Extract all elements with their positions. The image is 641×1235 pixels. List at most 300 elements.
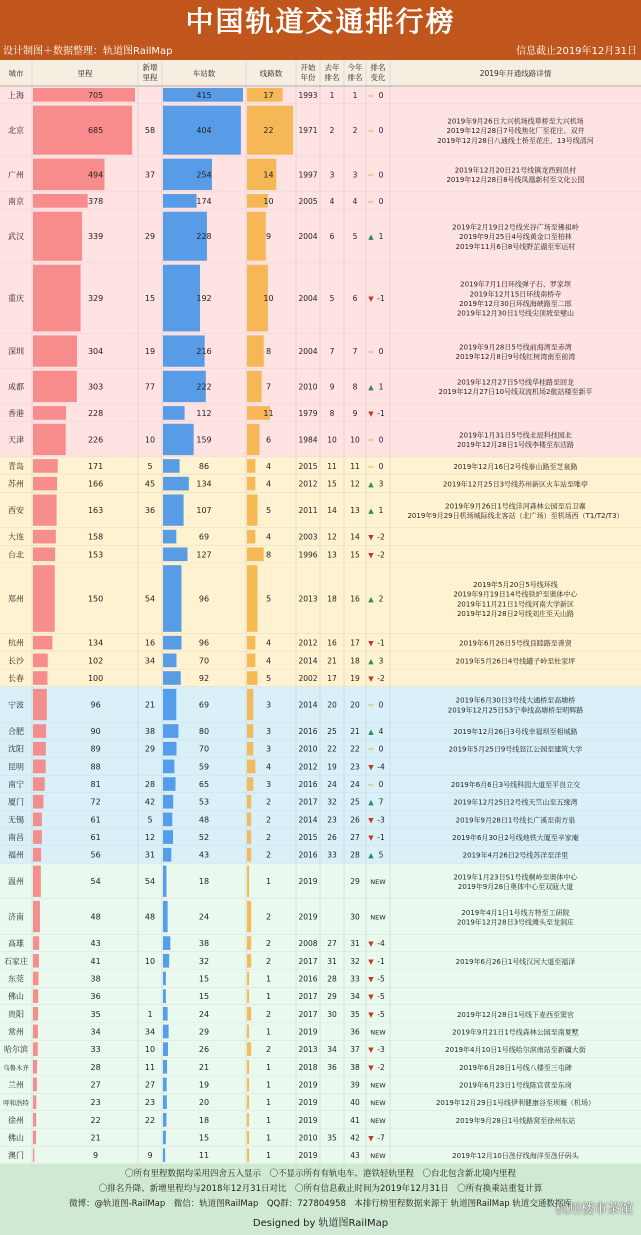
start-year-value: 2010 [298,744,318,754]
mileage-bar [33,1131,36,1145]
mileage-value: 72 [90,797,101,807]
start-year-value: 2003 [298,532,318,542]
station-value: 48 [198,815,210,825]
city-label: 青岛 [8,461,24,471]
line-bar [247,1113,249,1127]
new-mileage-value: 58 [144,126,156,136]
rank-value: 20 [350,700,360,710]
line-value: 2 [265,1009,272,1019]
rank-change-value: 1 [378,506,384,516]
station-bar [163,954,169,968]
line-bar [247,1148,249,1162]
last-rank-value: 35 [327,1133,337,1143]
line-bar [247,848,251,862]
station-value: 15 [198,974,210,984]
mileage-value: 34 [90,1027,101,1037]
footer-note-1: 〇所有里程数据均采用四舍五入显示 〇不显示所有有轨电车、港铁轻轨里程 〇台北包含新北境内里程 [124,1169,516,1179]
rank-value: 41 [350,1115,360,1125]
column-header: 里程 [142,73,158,82]
mileage-value: 22 [90,1115,101,1125]
line-value: 6 [265,435,272,445]
rank-value: 26 [350,815,360,825]
last-rank-value: 32 [327,797,337,807]
last-rank-value: 2 [329,126,335,136]
station-value: 415 [196,90,212,100]
rank-value: 15 [350,550,360,560]
rank-change-value: -5 [377,1009,385,1019]
rank-value: 35 [350,1009,360,1019]
mileage-bar [33,1095,36,1109]
city-label: 台北 [8,550,24,560]
rank-value: 16 [350,594,360,604]
column-header: 2019年开通线路详情 [479,69,552,78]
mileage-bar [33,88,135,102]
city-label: 郑州 [8,594,24,604]
line-value: 2 [265,1045,272,1055]
line-value: 4 [265,656,272,666]
rank-value: 36 [350,1027,360,1037]
line-value: 1 [265,1151,272,1161]
line-detail: 2019年9月29日机场城际线北客站（北广场）至机场西（T1/T2/T3） [407,511,624,520]
rank-change-value: 3 [378,656,384,666]
line-bar [247,654,255,668]
mileage-value: 48 [90,912,101,922]
new-mileage-value: 29 [144,744,156,754]
city-label: 宁波 [8,700,24,710]
rank-change-value: 1 [378,382,384,392]
station-value: 29 [198,1027,210,1037]
rank-change-value: NEW [370,913,386,922]
city-label: 成都 [8,382,24,392]
page-title: 中国轨道交通排行榜 [0,0,641,44]
rank-change-icon: ▼ [368,409,374,418]
rank-change-value: -1 [377,294,385,304]
station-bar [163,936,170,950]
line-bar [247,777,253,791]
line-bar [247,724,253,738]
rank-change-value: -1 [377,833,385,843]
new-mileage-value: 34 [144,1027,156,1037]
mileage-value: 54 [90,877,101,887]
city-label: 兰州 [8,1080,24,1090]
start-year-value: 2015 [298,461,318,471]
column-header: 排名 [370,63,386,72]
line-value: 2 [265,797,272,807]
rank-value: 10 [350,435,360,445]
mileage-bar [33,1042,38,1056]
rank-change-icon: ▲ [368,233,374,242]
station-value: 18 [198,1115,210,1125]
rank-change-value: -4 [377,939,385,949]
line-value: 1 [265,1133,272,1143]
start-year-value: 2016 [298,727,318,737]
line-bar [247,1042,251,1056]
mileage-bar [33,654,48,668]
line-detail: 2019年1月31日5号线北辰科技园北 [459,431,572,440]
mileage-value: 171 [87,461,104,471]
new-mileage-value: 54 [144,594,156,604]
last-rank-value: 21 [327,656,337,666]
mileage-bar [33,742,46,756]
line-value: 22 [263,126,274,136]
watermark-text: 杭州楼市茶馆 [554,1202,633,1217]
last-rank-value: 24 [327,780,337,790]
line-detail: 2019年12月10日氹仔线海洋至氹仔码头 [452,1152,579,1161]
station-value: 86 [198,461,210,471]
start-year-value: 2019 [298,1027,318,1037]
line-bar [247,477,255,491]
line-value: 10 [263,196,274,206]
line-bar [247,494,257,525]
rank-value: 39 [350,1080,360,1090]
mileage-value: 685 [87,126,104,136]
city-label: 深圳 [8,347,24,357]
station-bar [163,424,194,455]
station-value: 69 [198,532,210,542]
line-detail: 2019年12月28日7号线焦化厂至花庄、双井 [446,127,585,136]
mileage-bar [33,477,57,491]
rank-change-value: 0 [378,780,384,790]
city-label: 北京 [8,126,24,136]
rank-change-icon: ▼ [368,639,374,648]
new-mileage-value: 42 [144,797,156,807]
line-bar [247,547,264,561]
start-year-value: 2013 [298,1045,318,1055]
new-mileage-value: 34 [144,656,156,666]
mileage-bar [33,547,55,561]
rank-change-icon: ⇨ [368,436,374,445]
station-value: 96 [198,594,210,604]
new-mileage-value: 19 [144,347,156,357]
line-detail: 2019年12月27日5号线华桂路至回龙 [456,378,575,387]
station-value: 11 [198,1151,210,1161]
city-label: 石家庄 [4,956,28,966]
mileage-value: 304 [87,347,104,357]
line-detail: 2019年12月28日1号线下麦西至窦官 [456,1010,575,1019]
new-mileage-value: 11 [144,1062,156,1072]
rank-change-icon: ▼ [368,975,374,984]
line-value: 11 [263,408,274,418]
column-header: 城市 [8,69,24,78]
line-value: 10 [263,294,274,304]
rank-change-value: 0 [378,744,384,754]
new-mileage-value: 5 [147,461,153,471]
line-value: 2 [265,850,272,860]
station-bar [163,636,182,650]
start-year-value: 2005 [298,196,318,206]
rank-value: 34 [350,992,360,1002]
rank-value: 18 [350,656,360,666]
line-detail: 2019年12月27日10号线双流机场2航站楼至新平 [438,388,593,397]
rank-change-value: 3 [378,479,384,489]
station-bar [163,459,180,473]
rank-value: 43 [350,1151,360,1161]
footer-designer: Designed by 轨道图RailMap [252,1218,389,1229]
mileage-bar [33,1060,37,1074]
rank-change-icon: ⇨ [368,171,374,180]
station-bar [163,1042,168,1056]
station-bar [163,848,171,862]
new-mileage-value: 22 [144,1115,156,1125]
start-year-value: 1996 [298,550,318,560]
start-year-value: 2012 [298,762,318,772]
rank-change-value: 4 [378,727,384,737]
rank-change-icon: ▼ [368,940,374,949]
last-rank-value: 16 [327,638,337,648]
station-value: 134 [196,479,212,489]
rank-value: 12 [350,479,360,489]
mileage-bar [33,813,42,827]
city-label: 合肥 [8,727,24,737]
rank-change-value: -3 [377,1045,385,1055]
rank-value: 17 [350,638,360,648]
rank-value: 7 [352,347,358,357]
line-value: 4 [265,461,272,471]
mileage-value: 27 [90,1080,101,1090]
mileage-bar [33,335,77,366]
last-rank-value: 22 [327,744,337,754]
line-detail: 2019年7月1日环线弹子石、罗家坝 [460,280,571,289]
line-detail: 2019年12月15日环线南桥寺 [469,290,562,299]
station-bar [163,1060,167,1074]
mileage-bar [33,194,88,208]
rank-change-value: -2 [377,532,385,542]
station-value: 21 [198,1062,210,1072]
start-year-value: 2016 [298,974,318,984]
start-year-value: 2016 [298,850,318,860]
last-rank-value: 9 [329,382,335,392]
mileage-value: 96 [90,700,101,710]
city-label: 贵阳 [8,1009,24,1019]
new-mileage-value: 28 [144,780,156,790]
rank-value: 37 [350,1045,360,1055]
line-bar [247,989,249,1003]
rank-change-icon: ▼ [368,1063,374,1072]
mileage-value: 41 [90,956,101,966]
station-bar [163,989,166,1003]
station-value: 20 [198,1098,210,1108]
station-value: 96 [198,638,210,648]
mileage-bar [33,901,40,932]
city-label: 佛山 [8,1133,24,1143]
mileage-bar [33,494,57,525]
last-rank-value: 11 [327,461,337,471]
station-value: 92 [198,674,210,684]
rank-change-icon: ▼ [368,957,374,966]
line-bar [247,901,251,932]
station-bar [163,547,187,561]
mileage-bar [33,106,132,155]
station-value: 24 [198,912,210,922]
line-detail: 2019年5月20日5号线环线 [473,581,558,590]
start-year-value: 2004 [298,347,318,357]
last-rank-value: 4 [329,196,335,206]
line-value: 3 [265,780,272,790]
mileage-value: 339 [87,232,104,242]
ranking-table [0,60,641,1164]
line-detail: 2019年12月16日2号线泰山路至芝泉路 [453,462,578,471]
start-year-value: 2019 [298,1115,318,1125]
mileage-bar [33,795,43,809]
new-mileage-value: 10 [144,435,156,445]
line-value: 17 [263,90,274,100]
new-mileage-value: 1 [147,1009,153,1019]
line-detail: 2019年6月23日1号线陈官营至东岗 [459,1081,572,1090]
new-mileage-value: 10 [144,956,156,966]
rank-change-icon: ▼ [368,675,374,684]
last-rank-value: 14 [327,506,337,516]
start-year-value: 2010 [298,382,318,392]
mileage-value: 61 [90,833,101,843]
mileage-bar [33,760,46,774]
start-year-value: 2014 [298,656,318,666]
rank-change-value: NEW [370,1152,386,1161]
line-detail: 2019年12月28日八通线土桥至花庄、13号线清河 [437,136,594,145]
station-bar [163,742,176,756]
mileage-value: 23 [90,1098,101,1108]
start-year-value: 2018 [298,1062,318,1072]
rank-change-value: -1 [377,638,385,648]
start-year-value: 2012 [298,479,318,489]
rank-change-value: -2 [377,550,385,560]
rank-value: 5 [352,232,358,242]
station-value: 216 [196,347,212,357]
mileage-bar [33,565,55,632]
last-rank-value: 10 [327,435,337,445]
mileage-value: 303 [87,382,104,392]
line-detail: 2019年9月28日1号线路窝至徐州东站 [455,1116,576,1125]
start-year-value: 2010 [298,1133,318,1143]
station-bar [163,565,182,632]
last-rank-value: 6 [329,232,335,242]
rank-change-icon: ▼ [368,993,374,1002]
rank-change-value: 5 [378,850,384,860]
column-header: 开始 [300,63,316,72]
start-year-value: 1997 [298,170,318,180]
station-bar [163,813,172,827]
rank-change-icon: ▼ [368,533,374,542]
new-mileage-value: 36 [144,506,156,516]
last-rank-value: 17 [327,674,337,684]
start-year-value: 2004 [298,294,318,304]
rank-change-value: NEW [370,1099,386,1108]
station-value: 18 [198,877,210,887]
station-bar [163,866,166,897]
start-year-value: 2014 [298,700,318,710]
mileage-bar [33,636,52,650]
rank-change-icon: ▲ [368,595,374,604]
city-label: 天津 [8,435,24,445]
line-detail: 2019年1月23日S1号线桐岭至奥体中心 [453,873,578,882]
mileage-value: 329 [87,294,104,304]
line-bar [247,212,266,261]
line-bar [247,866,249,897]
line-bar [247,459,255,473]
rank-change-value: NEW [370,1028,386,1037]
rank-value: 28 [350,850,360,860]
station-bar [163,494,184,525]
station-bar [163,1148,165,1162]
station-value: 404 [196,126,212,136]
station-value: 53 [198,797,210,807]
column-header: 去年 [324,63,340,72]
mileage-value: 43 [90,939,101,949]
station-value: 107 [196,506,212,516]
station-bar [163,477,189,491]
start-year-value: 2017 [298,1009,318,1019]
mileage-value: 102 [87,656,104,666]
start-year-value: 1971 [298,126,318,136]
line-detail: 2019年12月28日1号线李楼至东沽路 [456,441,575,450]
city-label: 西安 [8,506,24,516]
last-rank-value: 34 [327,1045,337,1055]
line-bar [247,1025,249,1039]
line-detail: 2019年12月28日3号线滩头至龙洞庄 [456,918,575,927]
line-detail: 2019年12月25日S3宁奉线高塘桥至明辉路 [447,706,584,715]
station-value: 174 [196,196,212,206]
mileage-value: 90 [90,727,101,737]
line-value: 5 [265,506,272,516]
deadline-text: 信息截止2019年12月31日 [516,46,637,57]
credit-text: 设计制图＋数据整理：轨道图RailMap [3,46,173,57]
line-value: 9 [265,232,272,242]
mileage-value: 89 [90,744,101,754]
rank-value: 38 [350,1062,360,1072]
line-value: 3 [265,700,272,710]
new-mileage-value: 29 [144,232,156,242]
line-bar [247,565,257,632]
line-detail: 2019年12月30日1号线尖顶坡至璧山 [456,309,575,318]
station-bar [163,1025,169,1039]
rank-change-value: -5 [377,974,385,984]
line-detail: 2019年4月10日1号线哈尔滨南站至新疆大街 [445,1046,586,1055]
line-detail: 2019年9月26日大兴机场线草桥至大兴机场 [447,117,584,126]
rank-change-value: 0 [378,347,384,357]
line-value: 1 [265,1027,272,1037]
mileage-value: 494 [87,170,104,180]
city-label: 高雄 [8,939,24,949]
line-detail: 2019年6月30日2号线地铁大厦至辛家庵 [452,834,579,843]
rank-change-icon: ⇨ [368,127,374,136]
line-value: 2 [265,815,272,825]
rank-change-icon: ▼ [368,1134,374,1143]
line-bar [247,742,253,756]
line-detail: 2019年4月26日2号线苏洋至洋里 [462,851,569,860]
mileage-bar [33,424,66,455]
line-bar [247,1095,249,1109]
mileage-bar [33,1148,34,1162]
mileage-value: 166 [87,479,104,489]
city-label: 长沙 [8,656,24,666]
mileage-value: 226 [87,435,104,445]
mileage-bar [33,459,58,473]
city-label: 南昌 [8,833,24,843]
line-bar [247,813,251,827]
line-bar [247,954,251,968]
line-detail: 2019年12月26日3号线幸福坝至相城路 [453,728,578,737]
line-value: 1 [265,992,272,1002]
line-detail: 2019年12月30日环线海峡路至二郎 [459,299,572,308]
start-year-value: 2014 [298,815,318,825]
line-bar [247,760,255,774]
start-year-value: 1979 [298,408,318,418]
line-detail: 2019年4月1日1号线方特至工研院 [461,908,570,917]
start-year-value: 2019 [298,1151,318,1161]
rank-change-value: 7 [378,797,384,807]
line-detail: 2019年6月28日1号线八楼至三屯碑 [459,1063,572,1072]
mileage-bar [33,989,38,1003]
mileage-value: 228 [87,408,104,418]
